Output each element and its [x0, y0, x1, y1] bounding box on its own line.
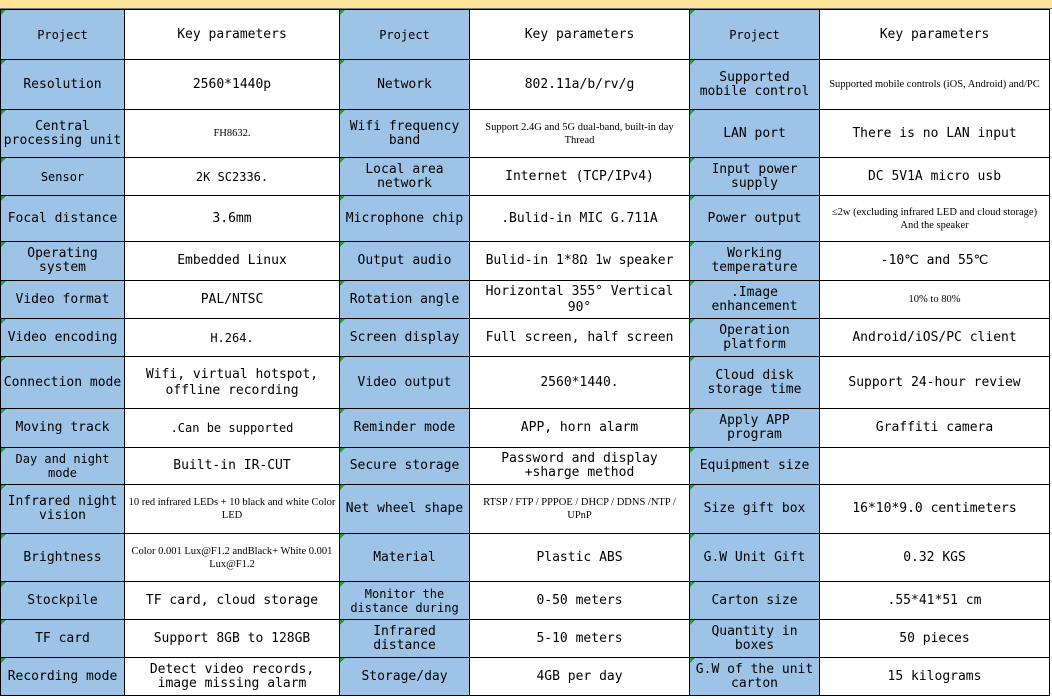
cell-project[interactable]: Input power supply: [690, 158, 820, 196]
cell-project[interactable]: TF card: [1, 620, 125, 658]
table-row: [1, 158, 1050, 196]
cell-value[interactable]: [820, 448, 1050, 485]
cell-project[interactable]: Local area network: [340, 158, 470, 196]
cell-project[interactable]: Video format: [1, 281, 125, 319]
cell-project[interactable]: Video output: [340, 357, 470, 409]
cell-project[interactable]: Secure storage: [340, 448, 470, 485]
cell-value[interactable]: Detect video records, image missing alarm: [125, 658, 340, 696]
cell-project[interactable]: Video encoding: [1, 319, 125, 357]
cell-value[interactable]: .Bulid-in MIC G.711A: [470, 196, 690, 242]
cell-value[interactable]: Internet (TCP/IPv4): [470, 158, 690, 196]
cell-project[interactable]: Supported mobile control: [690, 60, 820, 110]
table-row: [1, 60, 1050, 110]
cell-value[interactable]: 5-10 meters: [470, 620, 690, 658]
cell-project[interactable]: Moving track: [1, 409, 125, 448]
cell-value[interactable]: 2K SC2336.: [125, 158, 340, 196]
cell-value[interactable]: Bulid-in 1*8Ω 1w speaker: [470, 242, 690, 281]
cell-project[interactable]: Day and night mode: [1, 448, 125, 485]
cell-project[interactable]: Operating system: [1, 242, 125, 281]
cell-value[interactable]: Color 0.001 Lux@F1.2 andBlack+ White 0.001 Lux@F1.2: [125, 534, 340, 582]
cell-project[interactable]: Brightness: [1, 534, 125, 582]
table-row: [1, 534, 1050, 582]
header-project-1[interactable]: Project: [1, 10, 125, 60]
cell-value[interactable]: 16*10*9.0 centimeters: [820, 485, 1050, 534]
table-row: [1, 196, 1050, 242]
cell-value[interactable]: TF card, cloud storage: [125, 582, 340, 620]
cell-value[interactable]: Horizontal 355° Vertical 90°: [470, 281, 690, 319]
table-row: [1, 409, 1050, 448]
cell-project[interactable]: LAN port: [690, 110, 820, 158]
table-row: [1, 448, 1050, 485]
cell-value[interactable]: 15 kilograms: [820, 658, 1050, 696]
cell-project[interactable]: Wifi frequency band: [340, 110, 470, 158]
cell-value[interactable]: ≤2w (excluding infrared LED and cloud storage) And the speaker: [820, 196, 1050, 242]
cell-project[interactable]: Stockpile: [1, 582, 125, 620]
cell-project[interactable]: G.W Unit Gift: [690, 534, 820, 582]
cell-value[interactable]: .Can be supported: [125, 409, 340, 448]
cell-value[interactable]: H.264.: [125, 319, 340, 357]
cell-value[interactable]: -10℃ and 55℃: [820, 242, 1050, 281]
cell-value[interactable]: Password and display +sharge method: [470, 448, 690, 485]
cell-project[interactable]: Connection mode: [1, 357, 125, 409]
cell-value[interactable]: RTSP / FTP / PPPOE / DHCP / DDNS /NTP / UPnP: [470, 485, 690, 534]
cell-value[interactable]: 10% to 80%: [820, 281, 1050, 319]
cell-project[interactable]: Operation platform: [690, 319, 820, 357]
cell-project[interactable]: Material: [340, 534, 470, 582]
cell-project[interactable]: Microphone chip: [340, 196, 470, 242]
table-row: [1, 658, 1050, 696]
cell-value[interactable]: 3.6mm: [125, 196, 340, 242]
cell-value[interactable]: FH8632.: [125, 110, 340, 158]
cell-project[interactable]: Rotation angle: [340, 281, 470, 319]
table-row: [1, 281, 1050, 319]
cell-project[interactable]: Recording mode: [1, 658, 125, 696]
header-project-2[interactable]: Project: [340, 10, 470, 60]
cell-value[interactable]: APP, horn alarm: [470, 409, 690, 448]
cell-value[interactable]: 50 pieces: [820, 620, 1050, 658]
cell-value[interactable]: Plastic ABS: [470, 534, 690, 582]
cell-project[interactable]: Monitor the distance during: [340, 582, 470, 620]
cell-value[interactable]: 0-50 meters: [470, 582, 690, 620]
cell-value[interactable]: 4GB per day: [470, 658, 690, 696]
cell-project[interactable]: Output audio: [340, 242, 470, 281]
table-row: [1, 357, 1050, 409]
cell-value[interactable]: Graffiti camera: [820, 409, 1050, 448]
cell-value[interactable]: PAL/NTSC: [125, 281, 340, 319]
cell-value[interactable]: 0.32 KGS: [820, 534, 1050, 582]
cell-project[interactable]: Infrared night vision: [1, 485, 125, 534]
table-row: [1, 242, 1050, 281]
cell-project[interactable]: Equipment size: [690, 448, 820, 485]
header-key-parameters-3[interactable]: Key parameters: [820, 10, 1050, 60]
cell-value[interactable]: Supported mobile controls (iOS, Android) and/PC: [820, 60, 1050, 110]
table-header-row: [1, 10, 1050, 60]
sheet-top-band: [0, 0, 1052, 9]
table-row: [1, 319, 1050, 357]
cell-value[interactable]: 10 red infrared LEDs + 10 black and white Color LED: [125, 485, 340, 534]
cell-value[interactable]: Full screen, half screen: [470, 319, 690, 357]
spec-table: [0, 9, 1050, 696]
cell-value[interactable]: Support 24-hour review: [820, 357, 1050, 409]
cell-project[interactable]: Central processing unit: [1, 110, 125, 158]
cell-value[interactable]: Embedded Linux: [125, 242, 340, 281]
cell-value[interactable]: Built-in IR-CUT: [125, 448, 340, 485]
header-project-3[interactable]: Project: [690, 10, 820, 60]
cell-value[interactable]: 2560*1440.: [470, 357, 690, 409]
cell-value[interactable]: 802.11a/b/rv/g: [470, 60, 690, 110]
cell-project[interactable]: Working temperature: [690, 242, 820, 281]
cell-value[interactable]: .55*41*51 cm: [820, 582, 1050, 620]
cell-project[interactable]: Resolution: [1, 60, 125, 110]
cell-value[interactable]: 2560*1440p: [125, 60, 340, 110]
cell-project[interactable]: Sensor: [1, 158, 125, 196]
table-row: [1, 582, 1050, 620]
header-key-parameters-2[interactable]: Key parameters: [470, 10, 690, 60]
header-key-parameters-1[interactable]: Key parameters: [125, 10, 340, 60]
cell-project[interactable]: Apply APP program: [690, 409, 820, 448]
cell-project[interactable]: Focal distance: [1, 196, 125, 242]
cell-project[interactable]: Cloud disk storage time: [690, 357, 820, 409]
table-row: [1, 620, 1050, 658]
table-row: [1, 485, 1050, 534]
cell-project[interactable]: Quantity in boxes: [690, 620, 820, 658]
cell-project[interactable]: Size gift box: [690, 485, 820, 534]
table-row: [1, 110, 1050, 158]
cell-value[interactable]: Support 8GB to 128GB: [125, 620, 340, 658]
cell-project[interactable]: Power output: [690, 196, 820, 242]
cell-project[interactable]: Net wheel shape: [340, 485, 470, 534]
cell-project[interactable]: Network: [340, 60, 470, 110]
cell-value[interactable]: DC 5V1A micro usb: [820, 158, 1050, 196]
cell-value[interactable]: Support 2.4G and 5G dual-band, built-in day Thread: [470, 110, 690, 158]
cell-project[interactable]: Screen display: [340, 319, 470, 357]
cell-value[interactable]: Wifi, virtual hotspot, offline recording: [125, 357, 340, 409]
cell-project[interactable]: Infrared distance: [340, 620, 470, 658]
cell-project[interactable]: Storage/day: [340, 658, 470, 696]
cell-project[interactable]: Carton size: [690, 582, 820, 620]
cell-value[interactable]: Android/iOS/PC client: [820, 319, 1050, 357]
cell-project[interactable]: Reminder mode: [340, 409, 470, 448]
cell-value[interactable]: There is no LAN input: [820, 110, 1050, 158]
cell-project[interactable]: G.W of the unit carton: [690, 658, 820, 696]
cell-project[interactable]: .Image enhancement: [690, 281, 820, 319]
